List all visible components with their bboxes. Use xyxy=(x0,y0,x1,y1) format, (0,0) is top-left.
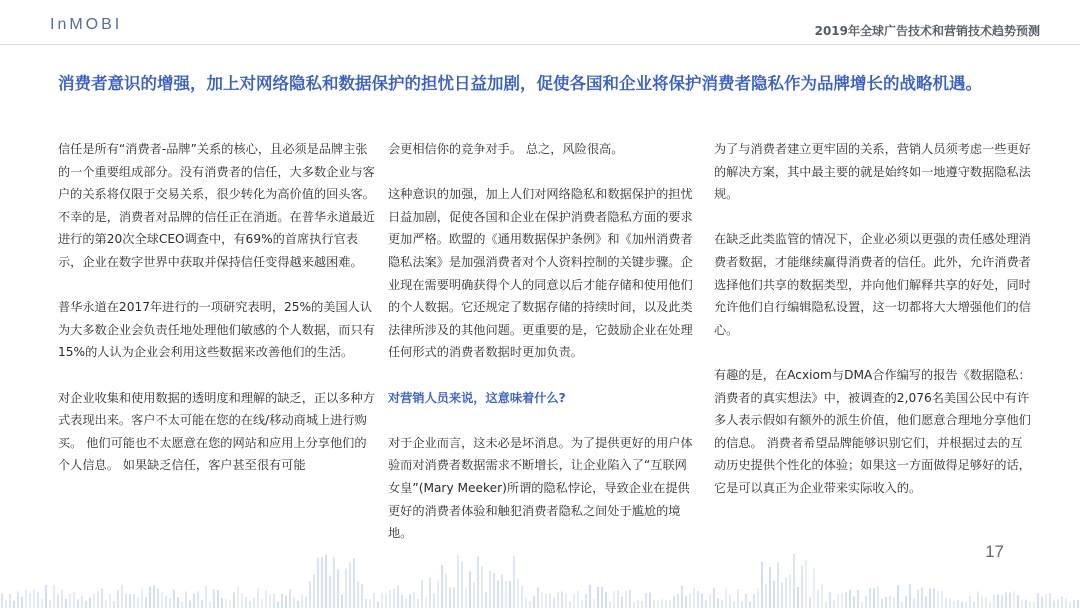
paragraph: 普华永道在2017年进行的一项研究表明，25%的美国人认为大多数企业会负责任地处理他们敏感的个人数据，而只有15%的人认为企业会利用这些数据来改善他们的生活。 xyxy=(58,300,375,360)
header-divider xyxy=(0,44,1080,45)
paragraph: 对企业收集和使用数据的透明度和理解的缺乏，正以多种方式表现出来。客户不太可能在您的在线/移动商城上进行购买。 他们可能也不太愿意在您的网站和应用上分享他们的个人信息。 如果缺乏信任，客户甚至很有可能 xyxy=(58,390,375,473)
page-headline: 消费者意识的增强，加上对网络隐私和数据保护的担忧日益加剧，促使各国和企业将保护消费者隐私作为品牌增长的战略机遇。 xyxy=(58,74,982,93)
report-title: 2019年全球广告技术和营销技术趋势预测 xyxy=(814,24,1040,38)
paragraph: 对于企业而言，这未必是坏消息。为了提供更好的用户体验而对消费者数据需求不断增长，让企业陷入了“互联网女皇”(Mary Meeker)所谓的隐私悖论，导致企业在提供更好的消费者体验和触犯消费者隐私之间处于尴尬的境地。 xyxy=(388,435,693,541)
paragraph: 为了与消费者建立更牢固的关系，营销人员须考虑一些更好的解决方案，其中最主要的就是始终如一地遵守数据隐私法规。 xyxy=(714,142,1031,202)
paragraph: 会更相信你的竞争对手。 总之，风险很高。 xyxy=(388,142,624,156)
section-subheading: 对营销人员来说，这意味着什么? xyxy=(388,390,566,405)
paragraph: 信任是所有“消费者-品牌”关系的核心，且必须是品牌主张的一个重要组成部分。没有消费者的信任，大多数企业与客户的关系将仅限于交易关系，很少转化为高价值的回头客。不幸的是，消费者对品牌的信任正在消逝。在普华永道最近进行的第20次全球CEO调查中，有69%的首席执行官表示，企业在数字世界中获取并保持信任变得越来越困难。 xyxy=(58,142,375,269)
decorative-waveform xyxy=(0,538,1080,608)
page-number: 17 xyxy=(985,542,1004,561)
text-column-2 xyxy=(388,138,693,567)
inmobi-logo: InMOBI xyxy=(50,16,123,33)
text-column-3 xyxy=(714,138,1032,522)
paragraph: 在缺乏此类监管的情况下，企业必须以更强的责任感处理消费者数据，才能继续赢得消费者的信任。此外，允许消费者选择他们共享的数据类型，并向他们解释共享的好处，同时允许他们自行编辑隐私设置，这一切都将大大增强他们的信心。 xyxy=(714,232,1031,337)
text-column-1 xyxy=(58,138,376,500)
paragraph: 有趣的是，在Acxiom与DMA合作编写的报告《数据隐私：消费者的真实想法》中，被调查的2,076名美国公民中有许多人表示假如有额外的派生价值，他们愿意合理地分享他们的信息。 消费者希望品牌能够识别它们，并根据过去的互动历史提供个性化的体验；如果这一方面做得足够好的话，它是可以真正为企业带来实际收入的。 xyxy=(714,367,1031,495)
paragraph: 这种意识的加强，加上人们对网络隐私和数据保护的担忧日益加剧，促使各国和企业在保护消费者隐私方面的要求更加严格。欧盟的《通用数据保护条例》和《加州消费者隐私法案》是加强消费者对个人资料控制的关键步骤。企业现在需要明确获得个人的同意以后才能存储和使用他们的个人数据。它还规定了数据存储的持续时间，以及此类法律所涉及的其他问题。更重要的是，它鼓励企业在处理任何形式的消费者数据时更加负责。 xyxy=(388,187,693,360)
